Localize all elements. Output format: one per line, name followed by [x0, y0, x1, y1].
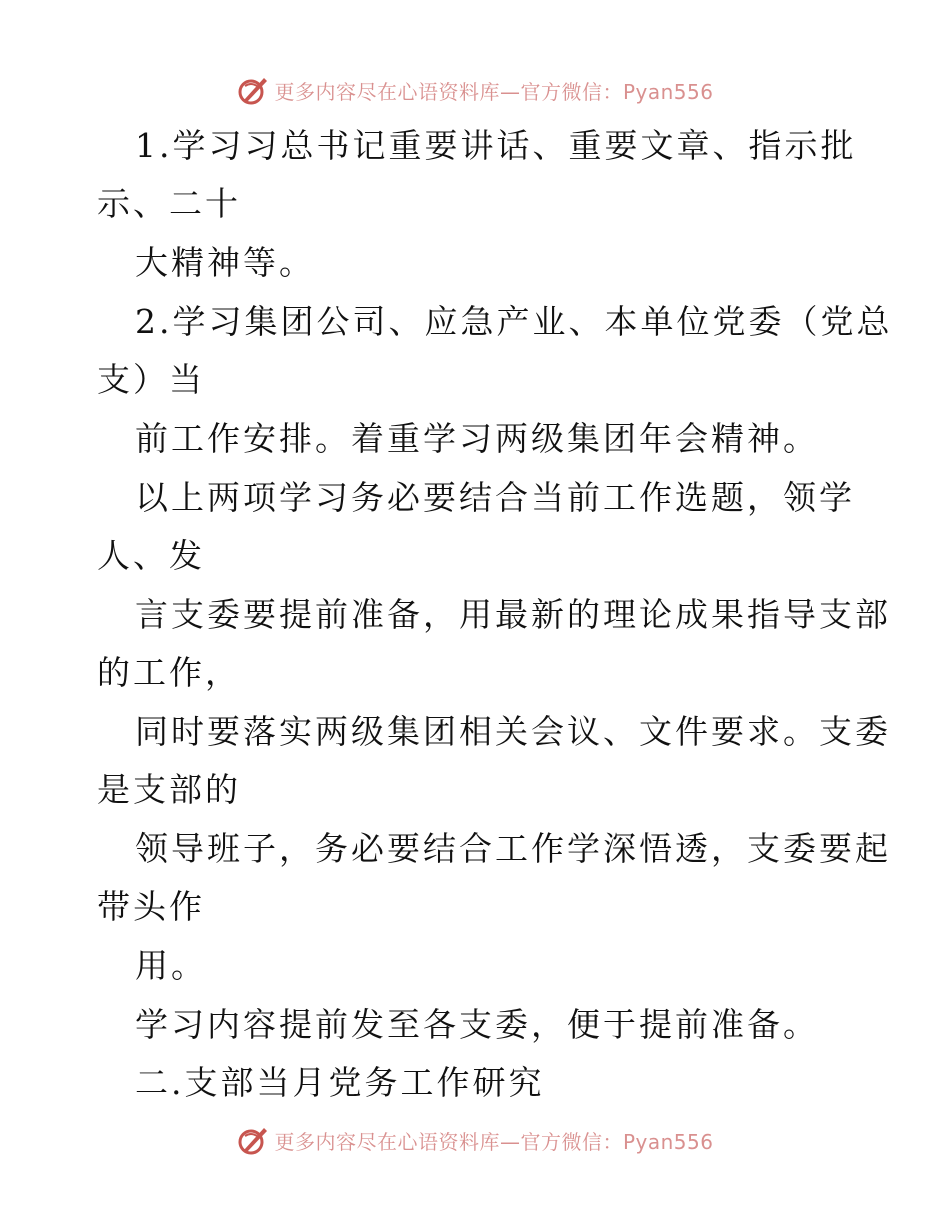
text-line: 以上两项学习务必要结合当前工作选题，领学 — [135, 478, 855, 517]
text-line: 支）当 — [97, 360, 205, 399]
text-line: 示、二十 — [97, 184, 241, 223]
header-watermark — [0, 70, 950, 110]
text-line: 领导班子，务必要结合工作学深悟透，支委要起 — [135, 829, 891, 868]
text-line: 的工作， — [97, 653, 241, 692]
text-line: 1.学习习总书记重要讲话、重要文章、指示批 — [135, 126, 857, 165]
quill-pen-seal-icon — [236, 1123, 270, 1157]
watermark-text: 更多内容尽在心语资料库—官方微信：Pyan556 — [274, 79, 714, 104]
section-heading: 二.支部当月党务工作研究 — [135, 1063, 545, 1102]
watermark-text: 更多内容尽在心语资料库—官方微信：Pyan556 — [274, 1129, 714, 1154]
text-line: 人、发 — [97, 536, 205, 575]
text-line: 是支部的 — [97, 770, 241, 809]
text-line: 前工作安排。着重学习两级集团年会精神。 — [135, 419, 819, 458]
text-line: 同时要落实两级集团相关会议、文件要求。支委 — [135, 712, 891, 751]
text-line: 2.学习集团公司、应急产业、本单位党委（党总 — [135, 302, 893, 341]
text-line: 言支委要提前准备，用最新的理论成果指导支部 — [135, 595, 891, 634]
text-line: 带头作 — [97, 887, 205, 926]
text-line: 大精神等。 — [135, 243, 315, 282]
text-line: 学习内容提前发至各支委，便于提前准备。 — [135, 1005, 819, 1044]
text-line: 用。 — [135, 946, 207, 985]
footer-watermark — [0, 1120, 950, 1160]
quill-pen-seal-icon — [236, 73, 270, 107]
